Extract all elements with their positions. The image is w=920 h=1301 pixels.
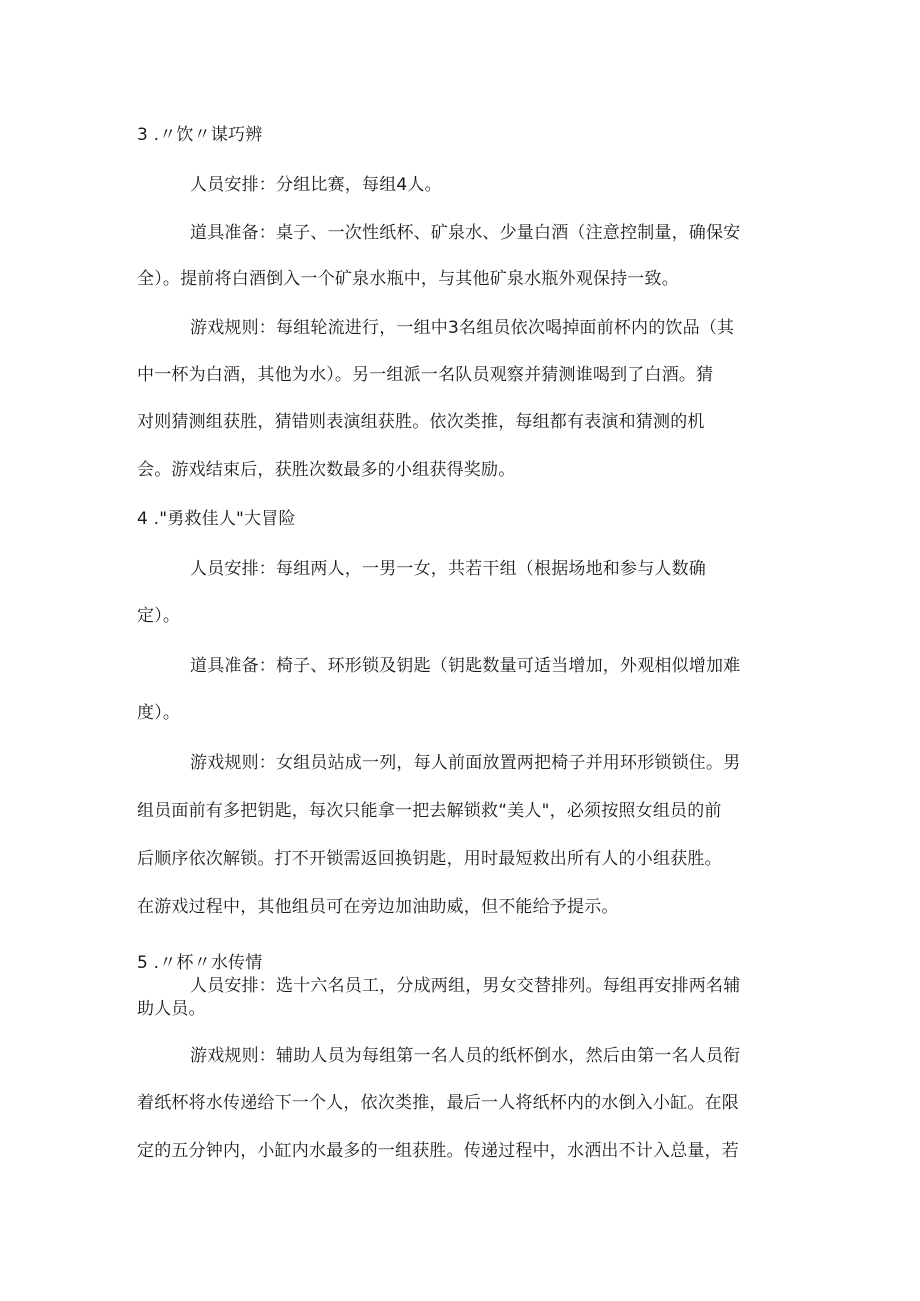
- section-4-line-8: 在游戏过程中，其他组员可在旁边加油助威，但不能给予提示。: [137, 897, 619, 917]
- section-4-line-2: 定）。: [137, 606, 181, 626]
- section-4-line-1: 人员安排：每组两人，一男一女，共若干组（根据场地和参与人数确: [190, 559, 706, 579]
- section-4-line-6: 组员面前有多把钥匙，每次只能拿一把去解锁救“美人"，必须按照女组员的前: [137, 801, 722, 821]
- section-5-heading: 5 .〃杯〃水传情: [137, 953, 263, 973]
- section-4-heading: 4 ."勇救佳人"大冒险: [137, 509, 296, 529]
- section-3-line-7: 会。游戏结束后，获胜次数最多的小组获得奖励。: [137, 460, 516, 480]
- section-4-line-3: 道具准备：椅子、环形锁及钥匙（钥匙数量可适当增加，外观相似增加难: [190, 656, 741, 676]
- section-3-heading: 3 .〃饮〃谋巧辨: [137, 125, 263, 145]
- section-5-line-2: 助人员。: [137, 999, 206, 1019]
- section-5-line-1: 人员安排：选十六名员工，分成两组，男女交替排列。每组再安排两名辅: [190, 976, 741, 996]
- section-3-line-4: 游戏规则：每组轮流进行，一组中3名组员依次喝掉面前杯内的饮品（其: [190, 318, 735, 338]
- section-5-line-4: 着纸杯将水传递给下一个人，依次类推，最后一人将纸杯内的水倒入小缸。在限: [137, 1093, 739, 1113]
- section-4-line-7: 后顺序依次解锁。打不开锁需返回换钥匙，用时最短救出所有人的小组获胜。: [137, 849, 722, 869]
- section-5-line-5: 定的五分钟内，小缸内水最多的一组获胜。传递过程中，水洒出不计入总量，若: [137, 1141, 739, 1161]
- section-3-line-3: 全）。提前将白酒倒入一个矿泉水瓶中，与其他矿泉水瓶外观保持一致。: [137, 269, 679, 289]
- section-3-line-6: 对则猜测组获胜，猜错则表演组获胜。依次类推，每组都有表演和猜测的机: [137, 412, 705, 432]
- section-5-line-3: 游戏规则：辅助人员为每组第一名人员的纸杯倒水，然后由第一名人员衔: [190, 1046, 741, 1066]
- section-3-line-5: 中一杯为白酒，其他为水）。另一组派一名队员观察并猜测谁喝到了白酒。猜: [137, 365, 714, 385]
- section-3-line-1: 人员安排：分组比赛，每组4人。: [190, 175, 442, 195]
- section-3-line-2: 道具准备：桌子、一次性纸杯、矿泉水、少量白酒（注意控制量，确保安: [190, 223, 741, 243]
- section-4-line-5: 游戏规则：女组员站成一列，每人前面放置两把椅子并用环形锁锁住。男: [190, 753, 741, 773]
- section-4-line-4: 度）。: [137, 703, 181, 723]
